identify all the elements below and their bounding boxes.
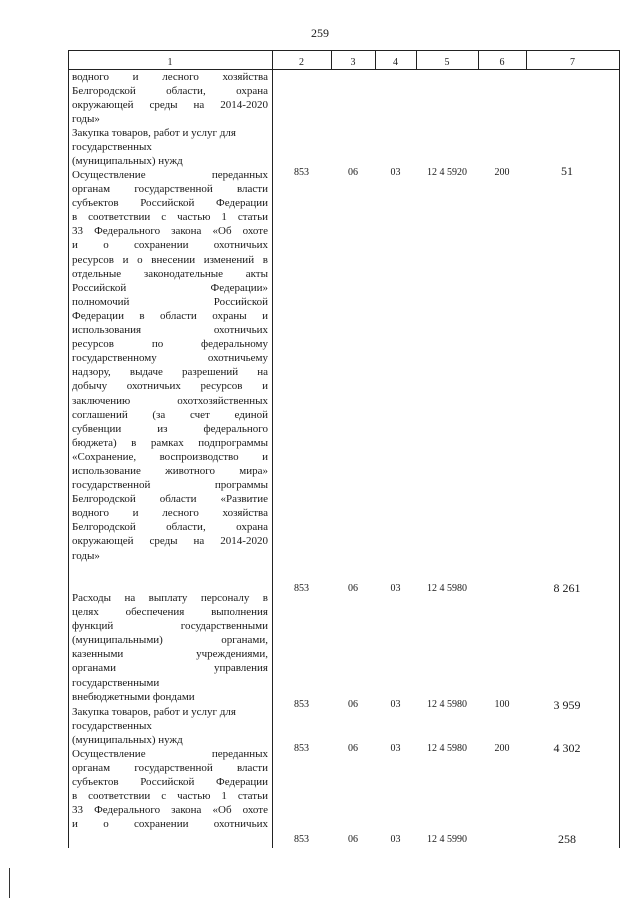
description-line: субъектов Российской Федерации [72, 776, 268, 789]
row-value-amount: 8 261 [553, 581, 581, 595]
row-value-subsection: 06 [348, 167, 358, 178]
description-line: в соответствии с частью 1 статьи [72, 211, 268, 224]
row-value-target: 12 4 5980 [427, 583, 467, 594]
description-line: государственной программы [72, 479, 268, 492]
row-value-subsection: 06 [348, 583, 358, 594]
description-line: функций государственными [72, 620, 268, 633]
description-line: добычу охотничьих ресурсов и [72, 380, 268, 393]
description-line: Закупка товаров, работ и услуг для [72, 706, 236, 718]
description-line: государственному охотничьему [72, 352, 268, 365]
row-value-amount: 3 959 [553, 698, 581, 712]
description-line: государственных [72, 141, 152, 154]
row-value-target: 12 4 5920 [427, 167, 467, 178]
table-row-description [72, 70, 268, 126]
row-value-amount: 258 [558, 832, 576, 846]
description-line: государственными [72, 676, 160, 689]
description-line: (муниципальных) нужд [72, 155, 183, 168]
description-line: государственных [72, 720, 152, 733]
row-value-subsection: 06 [348, 834, 358, 845]
row-value-expense-type: 200 [494, 743, 510, 754]
description-line: и о сохранении охотничьих [72, 818, 268, 831]
table-row-description [72, 591, 268, 704]
description-line: Осуществление переданных [72, 169, 268, 181]
description-line: 33 Федерального закона «Об охоте [72, 225, 268, 238]
row-value-item: 03 [390, 699, 401, 710]
description-line: ресурсов и о внесении изменений в [72, 253, 268, 266]
description-line: «Сохранение, воспроизводство и [72, 450, 268, 463]
description-line: Белгородской области, охрана [72, 85, 268, 98]
description-line: соглашений (за счет единой [72, 408, 268, 421]
column-header-5: 5 [444, 57, 450, 68]
table-row-description [72, 747, 268, 832]
row-value-item: 03 [390, 583, 401, 594]
description-line: (муниципальными) органами, [72, 634, 268, 647]
margin-mark [9, 868, 10, 898]
row-value-section: 853 [294, 834, 309, 845]
description-line: надзору, выдаче разрешений на [72, 366, 268, 379]
description-line: полномочий Российской [72, 295, 268, 308]
description-line: (муниципальных) нужд [72, 734, 183, 747]
description-line: годы» [72, 549, 100, 562]
description-line: Осуществление переданных [72, 748, 268, 760]
col-border-8 [619, 50, 620, 848]
row-value-item: 03 [390, 834, 401, 845]
col-border-1 [68, 50, 69, 848]
row-value-section: 853 [294, 167, 309, 178]
description-line: Закупка товаров, работ и услуг для [72, 127, 236, 139]
row-value-item: 03 [390, 743, 401, 754]
description-line: окружающей среды на 2014-2020 [72, 535, 268, 548]
description-line: субъектов Российской Федерации [72, 197, 268, 210]
row-value-target: 12 4 5990 [427, 834, 467, 845]
description-line: водного и лесного хозяйства [72, 507, 268, 520]
description-line: органам государственной власти [72, 183, 268, 196]
description-line: ресурсов по федеральному [72, 338, 268, 351]
description-line: Российской Федерации» [72, 281, 268, 294]
description-line: Расходы на выплату персоналу в [72, 592, 268, 604]
table-row-description [72, 126, 268, 168]
description-line: использования охотничьих [72, 324, 268, 337]
description-line: окружающей среды на 2014-2020 [72, 99, 268, 112]
column-header-6: 6 [499, 57, 505, 68]
table-row-description [72, 168, 268, 563]
table-top-border [68, 50, 620, 51]
description-line: и о сохранении охотничьих [72, 239, 268, 252]
column-header-1: 1 [167, 57, 173, 68]
description-line: органами управления [72, 662, 268, 675]
description-line: органам государственной власти [72, 762, 268, 775]
description-line: Белгородской области, охрана [72, 521, 268, 534]
row-value-target: 12 4 5980 [427, 699, 467, 710]
column-header-2: 2 [299, 57, 304, 68]
description-line: целях обеспечения выполнения [72, 606, 268, 619]
description-line: Белгородской области «Развитие [72, 493, 268, 506]
row-value-amount: 4 302 [553, 741, 581, 755]
description-line: бюджета) в рамках подпрограммы [72, 436, 268, 449]
description-line: внебюджетными фондами [72, 690, 195, 703]
row-value-amount: 51 [561, 164, 573, 178]
row-value-item: 03 [390, 167, 401, 178]
description-line: казенными учреждениями, [72, 648, 268, 661]
row-value-expense-type: 100 [494, 699, 510, 710]
description-line: заключению охотхозяйственных [72, 394, 268, 407]
description-line: Федерации в области охраны и [72, 309, 268, 322]
row-value-section: 853 [294, 583, 309, 594]
column-header-7: 7 [570, 57, 575, 68]
row-value-subsection: 06 [348, 699, 358, 710]
row-value-section: 853 [294, 699, 309, 710]
page-number: 259 [311, 26, 329, 40]
description-line: годы» [72, 113, 100, 126]
column-header-3: 3 [350, 57, 356, 68]
description-line: 33 Федерального закона «Об охоте [72, 804, 268, 817]
row-value-section: 853 [294, 743, 309, 754]
table-row-description [72, 705, 268, 747]
description-line: использование животного мира» [72, 464, 268, 477]
description-line: отдельные законодательные акты [72, 267, 268, 280]
row-value-subsection: 06 [348, 743, 358, 754]
description-line: в соответствии с частью 1 статьи [72, 790, 268, 803]
column-header-4: 4 [393, 57, 398, 68]
row-value-target: 12 4 5980 [427, 743, 467, 754]
description-line: субвенции из федерального [72, 422, 268, 435]
description-line: водного и лесного хозяйства [72, 71, 268, 83]
row-value-expense-type: 200 [494, 167, 510, 178]
